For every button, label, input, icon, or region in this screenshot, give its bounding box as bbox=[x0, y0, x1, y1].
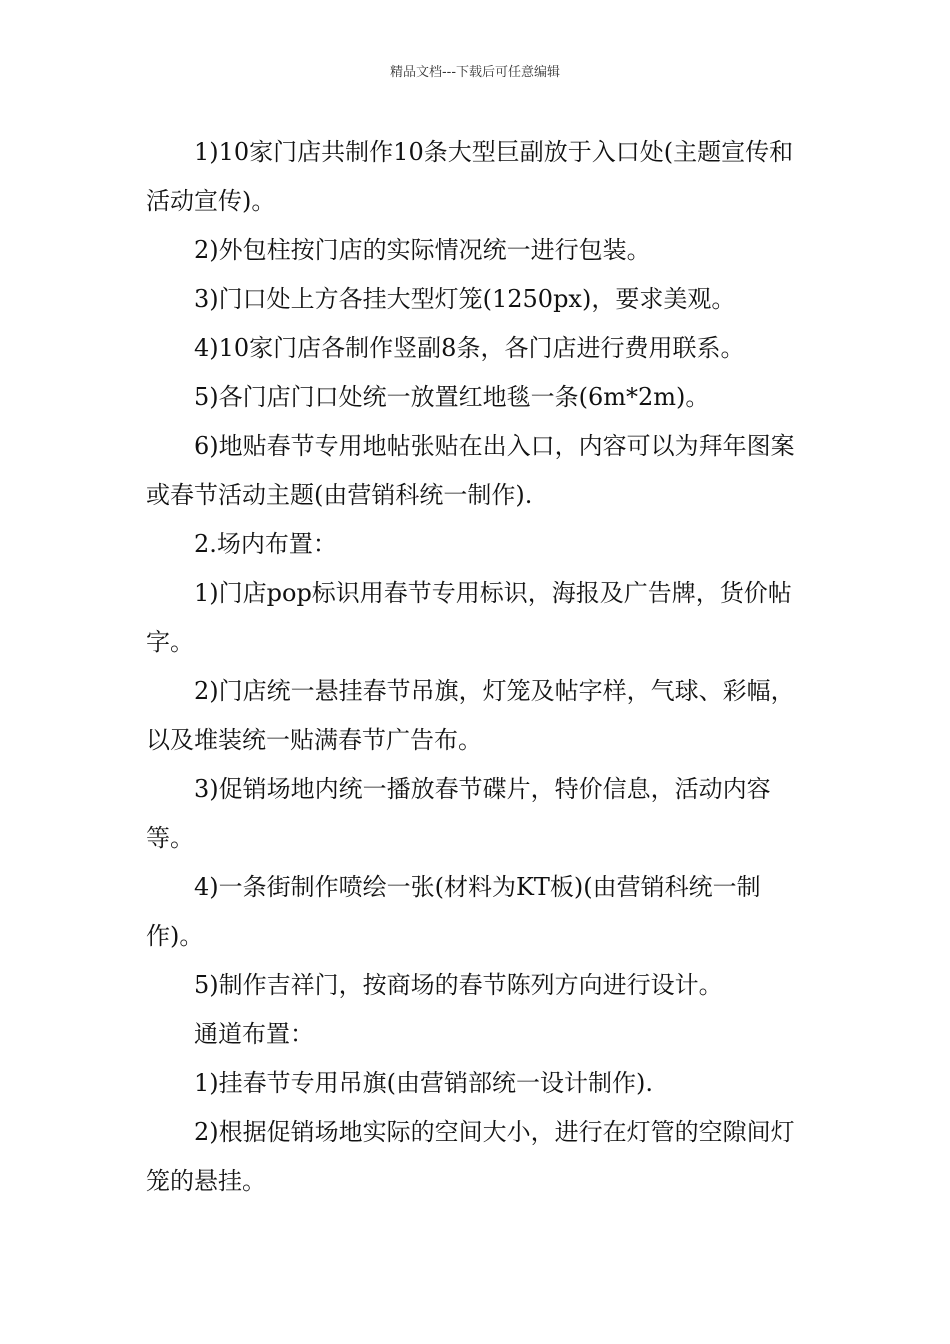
paragraph: 3)门口处上方各挂大型灯笼(1250px)，要求美观。 bbox=[194, 285, 736, 313]
paragraph: 1)门店pop标识用春节专用标识，海报及广告牌，货价帖字。 bbox=[146, 579, 792, 656]
paragraph: 5)各门店门口处统一放置红地毯一条(6m*2m)。 bbox=[194, 383, 710, 411]
paragraph: 2)外包柱按门店的实际情况统一进行包装。 bbox=[194, 236, 651, 264]
paragraph: 2)门店统一悬挂春节吊旗，灯笼及帖字样，气球、彩幅，以及堆装统一贴满春节广告布。 bbox=[146, 677, 795, 754]
section-heading: 2.场内布置： bbox=[194, 530, 337, 558]
paragraph: 3)促销场地内统一播放春节碟片，特价信息，活动内容等。 bbox=[146, 775, 771, 852]
document-body bbox=[146, 128, 810, 1206]
paragraph: 6)地贴春节专用地帖张贴在出入口，内容可以为拜年图案或春节活动主题(由营销科统一制作). bbox=[146, 432, 795, 509]
paragraph: 1)挂春节专用吊旗(由营销部统一设计制作). bbox=[194, 1069, 653, 1097]
paragraph: 1)10家门店共制作10条大型巨副放于入口处(主题宣传和活动宣传)。 bbox=[146, 138, 794, 215]
paragraph: 2)根据促销场地实际的空间大小，进行在灯管的空隙间灯笼的悬挂。 bbox=[146, 1118, 795, 1195]
paragraph: 4)10家门店各制作竖副8条，各门店进行费用联系。 bbox=[194, 334, 745, 362]
section-heading: 通道布置： bbox=[194, 1020, 314, 1048]
paragraph: 5)制作吉祥门，按商场的春节陈列方向进行设计。 bbox=[194, 971, 723, 999]
paragraph: 4)一条街制作喷绘一张(材料为KT板)(由营销科统一制作)。 bbox=[146, 873, 761, 950]
page-header: 精品文档---下载后可任意编辑 bbox=[389, 65, 561, 80]
